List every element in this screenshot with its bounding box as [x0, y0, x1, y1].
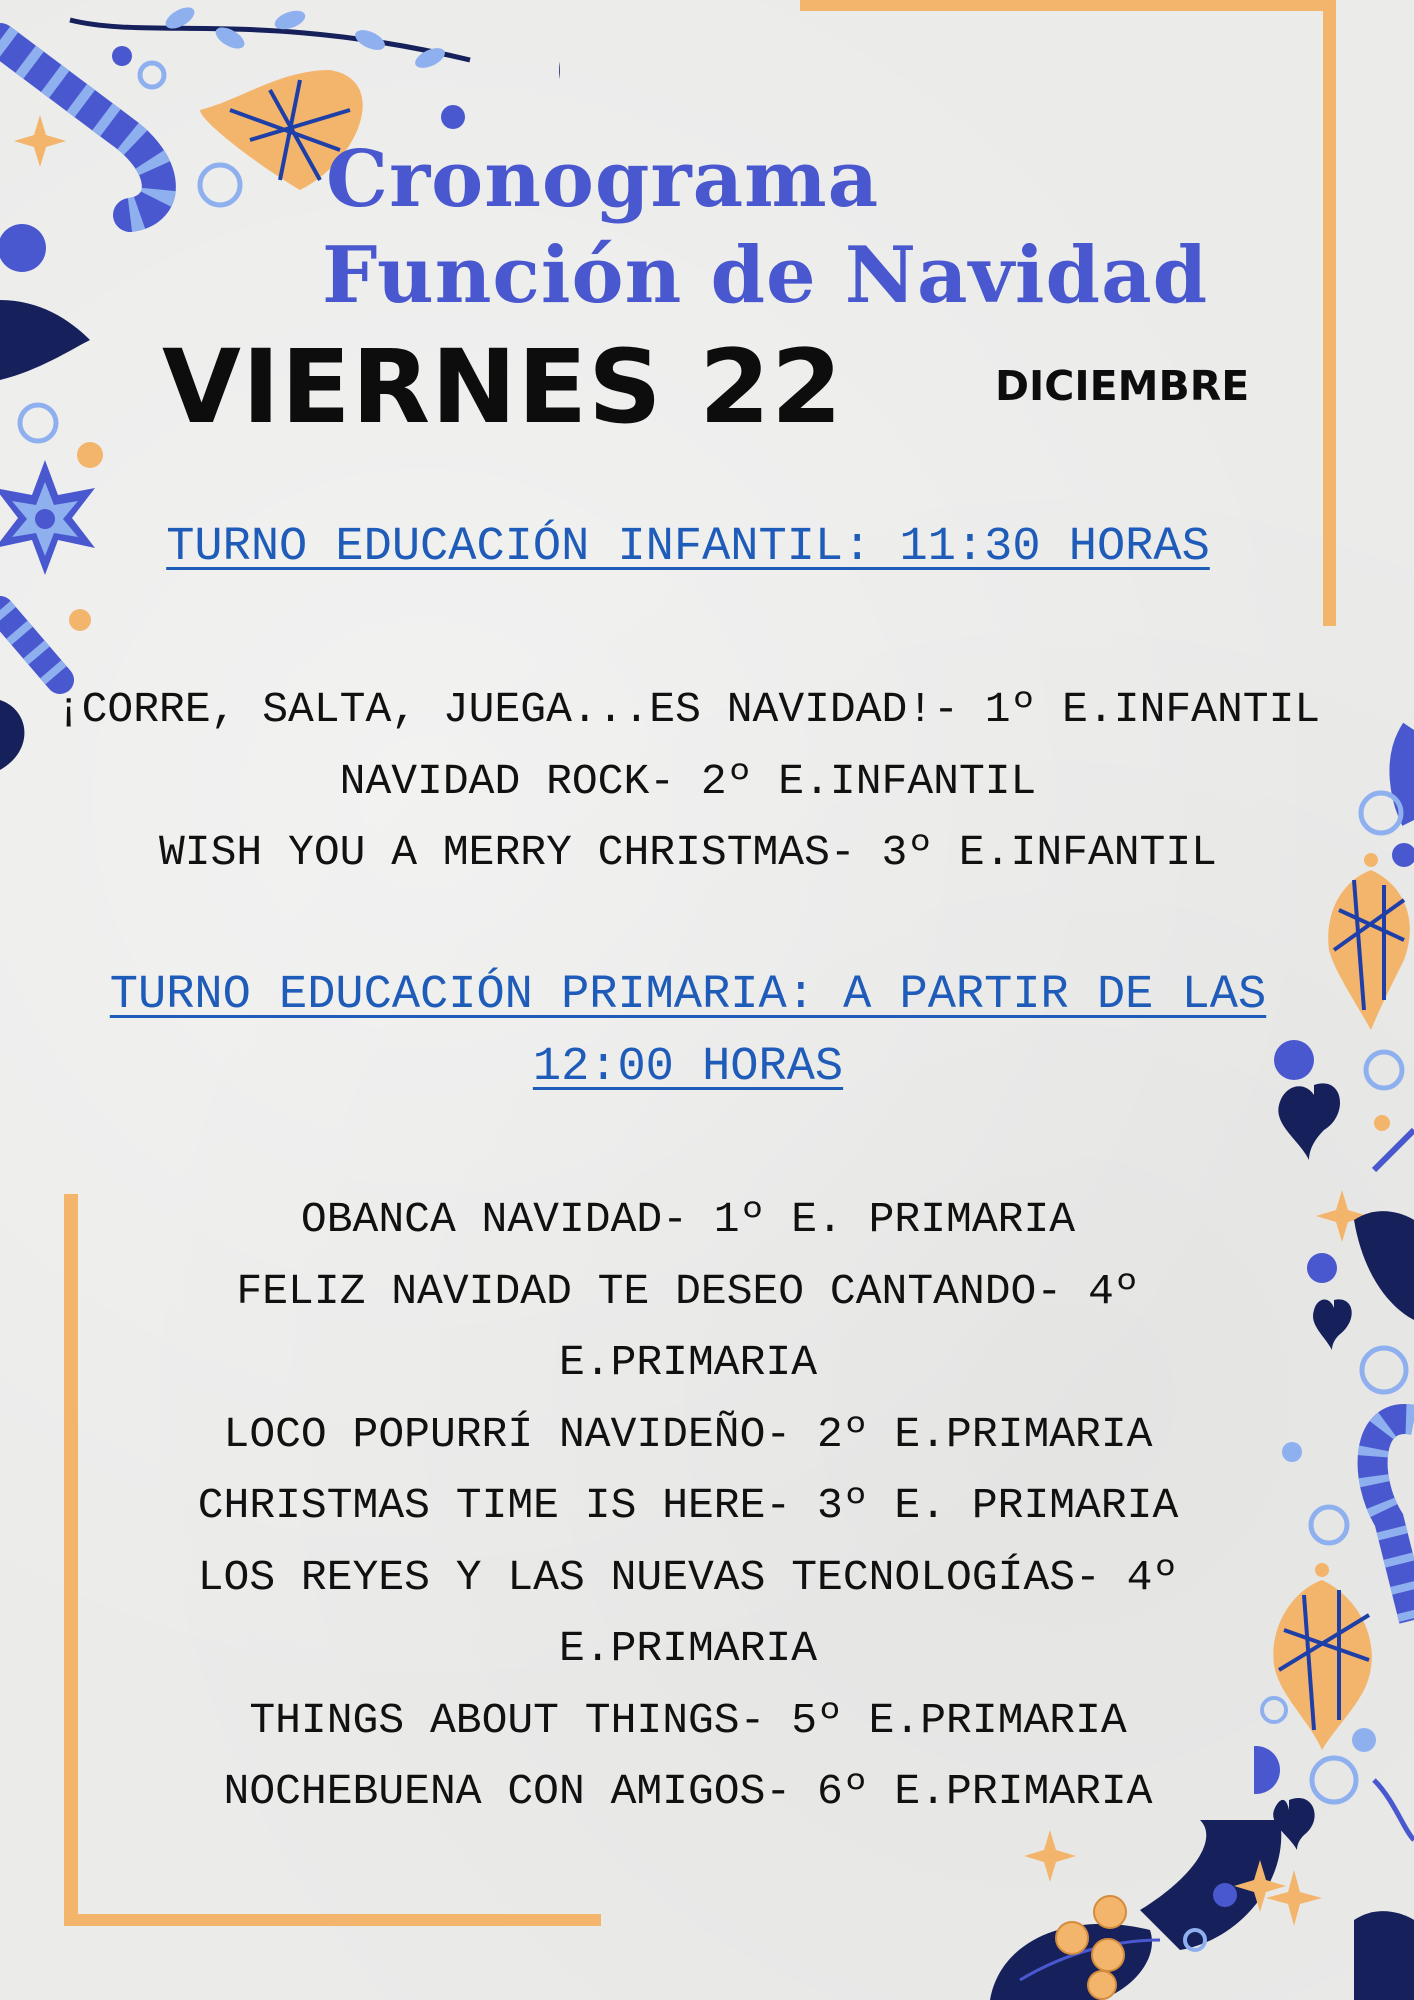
primaria-heading-line-2: 12:00 HORAS: [532, 1041, 844, 1094]
dot-icon: [112, 46, 132, 66]
ring-icon: [140, 63, 164, 87]
primaria-heading: [0, 960, 1376, 1104]
holly-icon: [559, 0, 560, 110]
list-item: E.PRIMARIA: [558, 1624, 818, 1673]
list-item: OBANCA NAVIDAD- 1º E. PRIMARIA: [300, 1195, 1076, 1244]
primaria-list: [0, 1184, 1376, 1828]
berry-icon: [1092, 1939, 1124, 1971]
holly-icon: [1354, 1911, 1414, 2000]
branch-icon: [1374, 1780, 1414, 1840]
berry-icon: [1056, 1922, 1088, 1954]
list-item: WISH YOU A MERRY CHRISTMAS- 3º E.INFANTIL: [159, 828, 1217, 877]
dot-icon: [0, 224, 46, 272]
ring-icon: [200, 165, 240, 205]
dot-icon: [69, 609, 91, 631]
dot-icon: [1374, 1115, 1390, 1131]
title-line-2: Función de Navidad: [322, 230, 1209, 321]
berry-icon: [1088, 1971, 1116, 1999]
primaria-heading-line-1: TURNO EDUCACIÓN PRIMARIA: A PARTIR DE LAS: [109, 969, 1267, 1022]
dot-icon: [1392, 843, 1414, 867]
bottom-decoration: [960, 1820, 1290, 2000]
page-title: [322, 132, 1382, 324]
list-item: ¡CORRE, SALTA, JUEGA...ES NAVIDAD!- 1º E.INFANTIL: [55, 685, 1321, 734]
date-month: DICIEMBRE: [995, 362, 1250, 410]
sparkle-icon: [14, 115, 66, 167]
list-item: LOCO POPURRÍ NAVIDEÑO- 2º E.PRIMARIA: [223, 1409, 1153, 1459]
ring-icon: [20, 405, 56, 441]
candy-stick-icon: [1402, 730, 1414, 820]
list-item: E.PRIMARIA: [558, 1338, 818, 1387]
title-line-1: Cronograma: [326, 134, 880, 225]
infantil-heading: TURNO EDUCACIÓN INFANTIL: 11:30 HORAS: [166, 521, 1210, 574]
dot-icon: [441, 105, 465, 129]
date-day: VIERNES 22: [162, 328, 844, 447]
list-item: FELIZ NAVIDAD TE DESEO CANTANDO- 4º: [236, 1266, 1140, 1316]
infantil-list: [0, 674, 1376, 889]
sparkle-icon: [1024, 1830, 1076, 1882]
list-item: CHRISTMAS TIME IS HERE- 3º E. PRIMARIA: [197, 1481, 1179, 1530]
list-item: LOS REYES Y LAS NUEVAS TECNOLOGÍAS- 4º: [197, 1552, 1179, 1602]
list-item: NAVIDAD ROCK- 2º E.INFANTIL: [339, 756, 1037, 806]
berry-icon: [1094, 1896, 1126, 1928]
candy-cane-icon: [1373, 1419, 1414, 1620]
dot-icon: [1213, 1883, 1237, 1907]
frame-bottom-line: [64, 1914, 601, 1926]
frame-top-line: [800, 0, 1336, 11]
list-item: NOCHEBUENA CON AMIGOS- 6º E.PRIMARIA: [223, 1767, 1153, 1816]
candy-cane-icon: [0, 40, 159, 215]
heart-icon: [0, 300, 90, 380]
dot-icon: [77, 442, 103, 468]
branch-icon: [1374, 1130, 1414, 1170]
list-item: THINGS ABOUT THINGS- 5º E.PRIMARIA: [249, 1695, 1127, 1745]
